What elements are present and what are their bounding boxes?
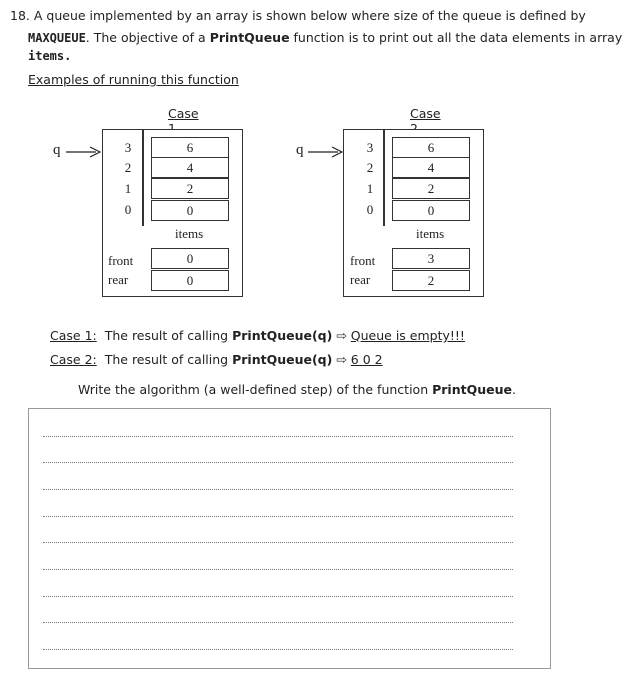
case-1-items-label: items: [175, 226, 204, 241]
examples-heading: Examples of running this function: [28, 72, 239, 87]
case-1-item-1: 2: [151, 178, 229, 199]
result-case-1-call: PrintQueue(q): [232, 328, 333, 343]
case-2-front-value: 3: [392, 248, 470, 269]
answer-line[interactable]: [43, 542, 513, 543]
case-1-rear-value: 0: [151, 270, 229, 291]
prompt-function: PrintQueue: [432, 382, 512, 397]
question-number: 18.: [10, 8, 30, 23]
result-case-2-call: PrintQueue(q): [232, 352, 333, 367]
case-2-index-2: 2: [366, 160, 374, 175]
question-line-1: [10, 8, 586, 24]
case-1-index-1: 1: [124, 181, 132, 196]
case-2-pointer-label: q: [296, 142, 304, 158]
case-1-index-3: 3: [124, 140, 132, 155]
case-1-title: Case: [168, 106, 199, 121]
answer-line[interactable]: [43, 516, 513, 517]
answer-line[interactable]: [43, 569, 513, 570]
question-text-2a: . The objective of a: [85, 30, 210, 45]
result-case-2-output: 6 0 2: [350, 352, 383, 367]
answer-line[interactable]: [43, 462, 513, 463]
result-case-2-text: The result of calling: [104, 352, 229, 367]
result-case-1-label: Case 1:: [50, 328, 97, 343]
case-2-rear-value: 2: [392, 270, 470, 291]
answer-line[interactable]: [43, 596, 513, 597]
prompt-end: .: [511, 382, 516, 397]
case-1-item-3: 6: [151, 137, 229, 158]
case-2-item-1: 2: [392, 178, 470, 199]
case-1-front-value: 0: [151, 248, 229, 269]
maxqueue-code: MAXQUEUE: [28, 31, 86, 45]
result-case-2-label: Case 2:: [50, 352, 97, 367]
answer-line[interactable]: [43, 436, 513, 437]
case-2-index-1: 1: [366, 181, 374, 196]
case-1-pointer-arrow-icon: [66, 146, 104, 158]
result-case-1-output: Queue is empty!!!: [350, 328, 465, 343]
case-2-front-label: front: [350, 253, 376, 268]
answer-box[interactable]: [28, 408, 551, 669]
answer-line[interactable]: [43, 622, 513, 623]
question-line-3: [28, 48, 71, 64]
items-code: items: [28, 49, 65, 63]
case-1-index-divider: [142, 130, 144, 226]
case-1-item-2: 4: [151, 157, 229, 178]
result-case-1-arrow-icon: ⇨: [336, 328, 347, 343]
algorithm-prompt: [78, 382, 516, 397]
case-2-item-0: 0: [392, 200, 470, 221]
case-2-index-3: 3: [366, 140, 374, 155]
answer-line[interactable]: [43, 649, 513, 650]
case-1-index-2: 2: [124, 160, 132, 175]
question-text-1: A queue implemented by an array is shown below where size of the queue is defined by: [33, 8, 586, 23]
case-1-rear-label: rear: [108, 272, 129, 287]
case-2-title: Case: [410, 106, 441, 121]
case-2-item-3: 6: [392, 137, 470, 158]
case-2-item-2: 4: [392, 157, 470, 178]
case-1-pointer-label: q: [53, 142, 61, 158]
case-2-rear-label: rear: [350, 272, 371, 287]
case-2-items-label: items: [416, 226, 445, 241]
question-text-2b: function is to print out all the data elements in array: [289, 30, 622, 45]
result-case-1: [50, 328, 465, 343]
case-1-front-label: front: [108, 253, 134, 268]
answer-line[interactable]: [43, 489, 513, 490]
items-period: .: [64, 49, 72, 63]
result-case-2-arrow-icon: ⇨: [336, 352, 347, 367]
case-1-item-0: 0: [151, 200, 229, 221]
case-2-pointer-arrow-icon: [308, 146, 346, 158]
prompt-text: Write the algorithm (a well-defined step) of the function: [78, 382, 433, 397]
case-2-index-0: 0: [366, 202, 374, 217]
printqueue-name: PrintQueue: [209, 30, 290, 45]
result-case-2: [50, 352, 383, 367]
question-line-2: [28, 30, 622, 46]
result-case-1-text: The result of calling: [104, 328, 229, 343]
case-2-index-divider: [383, 130, 385, 226]
case-1-index-0: 0: [124, 202, 132, 217]
